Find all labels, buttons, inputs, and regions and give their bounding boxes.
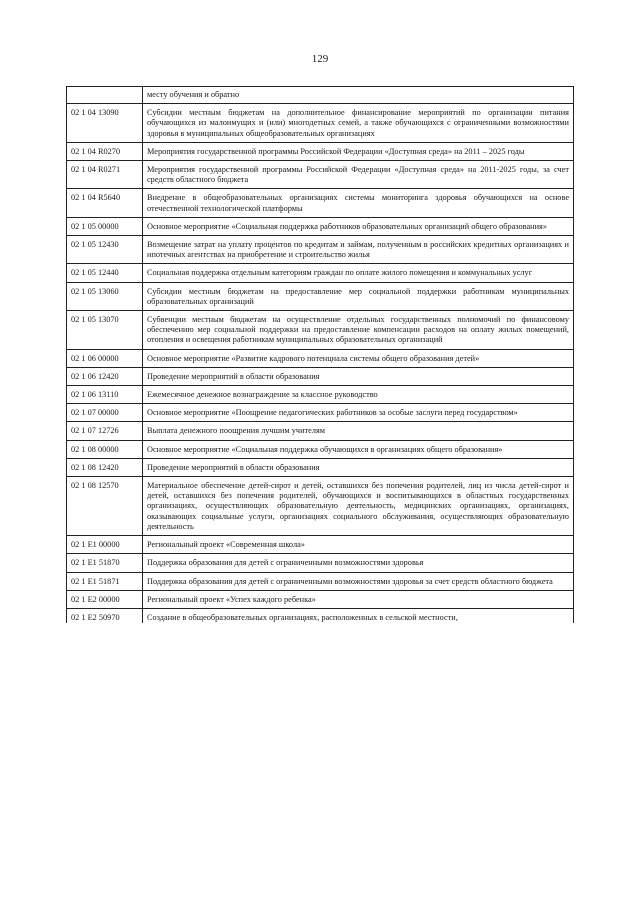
table-row xyxy=(67,282,574,310)
description-cell: Проведение мероприятий в области образования xyxy=(143,458,574,476)
code-cell: 02 1 E1 51870 xyxy=(67,554,143,572)
table-row xyxy=(67,404,574,422)
description-cell: Субсидии местным бюджетам на дополнительное финансирование мероприятий по организации питания обучающихся из малоимущих и (или) многодетных семей, а также обучающихся с ограниченными возможностями здоровья в муниципальных общеобразовательных организациях xyxy=(143,104,574,143)
table-row xyxy=(67,189,574,217)
description-cell: Создание в общеобразовательных организациях, расположенных в сельской местности, xyxy=(143,608,574,623)
description-cell: Региональный проект «Современная школа» xyxy=(143,536,574,554)
description-cell: Субсидии местным бюджетам на предоставление мер социальной поддержки работникам муниципальных образовательных организаций xyxy=(143,282,574,310)
code-cell: 02 1 E1 51871 xyxy=(67,572,143,590)
table-row xyxy=(67,458,574,476)
code-cell: 02 1 04 R5640 xyxy=(67,189,143,217)
table-row xyxy=(67,386,574,404)
table-row xyxy=(67,87,574,104)
code-cell: 02 1 04 R0270 xyxy=(67,142,143,160)
table-row xyxy=(67,349,574,367)
description-cell: Возмещение затрат на уплату процентов по кредитам и займам, полученным в российских кредитных организациях и ипотечных агентствах на приобретение и строительство жилья xyxy=(143,236,574,264)
code-cell: 02 1 05 13070 xyxy=(67,311,143,350)
description-cell: Внедрение в общеобразовательных организациях системы мониторинга здоровья обучающихся на основе отечественной технологической платформы xyxy=(143,189,574,217)
table-row xyxy=(67,264,574,282)
description-cell: Мероприятия государственной программы Российской Федерации «Доступная среда» на 2011-2025 годы, за счет средств областного бюджета xyxy=(143,161,574,189)
description-cell: Субвенции местным бюджетам на осуществление отдельных государственных полномочий по финансовому обеспечению мер социальной поддержки на предоставление компенсации расходов на оплату жилых помещений, отопления и освещения работникам муниципальных образовательных организаций xyxy=(143,311,574,350)
description-cell: Выплата денежного поощрения лучшим учителям xyxy=(143,422,574,440)
description-cell: Поддержка образования для детей с ограниченными возможностями здоровья за счет средств областного бюджета xyxy=(143,572,574,590)
table-row xyxy=(67,217,574,235)
table-row xyxy=(67,142,574,160)
code-cell: 02 1 08 12420 xyxy=(67,458,143,476)
description-cell: Региональный проект «Успех каждого ребенка» xyxy=(143,590,574,608)
code-cell: 02 1 08 12570 xyxy=(67,477,143,536)
table-row xyxy=(67,536,574,554)
code-cell: 02 1 04 R0271 xyxy=(67,161,143,189)
table-row xyxy=(67,554,574,572)
table-row xyxy=(67,161,574,189)
table-row xyxy=(67,608,574,623)
table-row xyxy=(67,477,574,536)
description-cell: Основное мероприятие «Социальная поддержка работников образовательных организаций общего образования» xyxy=(143,217,574,235)
table-row xyxy=(67,236,574,264)
description-cell: Социальная поддержка отдельным категориям граждан по оплате жилого помещения и коммунальных услуг xyxy=(143,264,574,282)
table-row xyxy=(67,367,574,385)
code-cell: 02 1 05 00000 xyxy=(67,217,143,235)
code-cell: 02 1 05 12440 xyxy=(67,264,143,282)
table-row xyxy=(67,104,574,143)
page-number: 129 xyxy=(311,53,329,65)
table-row xyxy=(67,590,574,608)
description-cell: Поддержка образования для детей с ограниченными возможностями здоровья xyxy=(143,554,574,572)
code-cell: 02 1 07 00000 xyxy=(67,404,143,422)
description-cell: Мероприятия государственной программы Российской Федерации «Доступная среда» на 2011 – 2025 годы xyxy=(143,142,574,160)
table-row xyxy=(67,422,574,440)
code-cell: 02 1 07 12726 xyxy=(67,422,143,440)
description-cell: Проведение мероприятий в области образования xyxy=(143,367,574,385)
description-cell: Ежемесячное денежное вознаграждение за классное руководство xyxy=(143,386,574,404)
code-cell: 02 1 08 00000 xyxy=(67,440,143,458)
description-cell: месту обучения и обратно xyxy=(143,87,574,104)
code-cell: 02 1 04 13090 xyxy=(67,104,143,143)
code-cell: 02 1 05 13060 xyxy=(67,282,143,310)
table-body xyxy=(67,87,574,624)
code-cell: 02 1 06 12420 xyxy=(67,367,143,385)
code-cell: 02 1 E2 00000 xyxy=(67,590,143,608)
description-cell: Основное мероприятие «Развитие кадрового потенциала системы общего образования детей» xyxy=(143,349,574,367)
code-cell: 02 1 E1 00000 xyxy=(67,536,143,554)
code-cell xyxy=(67,87,143,104)
code-cell: 02 1 06 00000 xyxy=(67,349,143,367)
budget-code-table xyxy=(66,86,574,623)
description-cell: Основное мероприятие «Социальная поддержка обучающихся в организациях общего образования» xyxy=(143,440,574,458)
description-cell: Основное мероприятие «Поощрение педагогических работников за особые заслуги перед государством» xyxy=(143,404,574,422)
table-row xyxy=(67,440,574,458)
code-cell: 02 1 06 13110 xyxy=(67,386,143,404)
table-row xyxy=(67,311,574,350)
description-cell: Материальное обеспечение детей-сирот и детей, оставшихся без попечения родителей, лиц из числа детей-сирот и детей, оставшихся без попечения родителей, обучающихся и воспитывающихся в областных государственных организациях, осуществляющих образовательную деятельность, медицинских организациях, организациях, оказывающих социальные услуги, организациях социального обслуживания, осуществляющих образовательную деятельность xyxy=(143,477,574,536)
table-row xyxy=(67,572,574,590)
code-cell: 02 1 05 12430 xyxy=(67,236,143,264)
code-cell: 02 1 E2 50970 xyxy=(67,608,143,623)
